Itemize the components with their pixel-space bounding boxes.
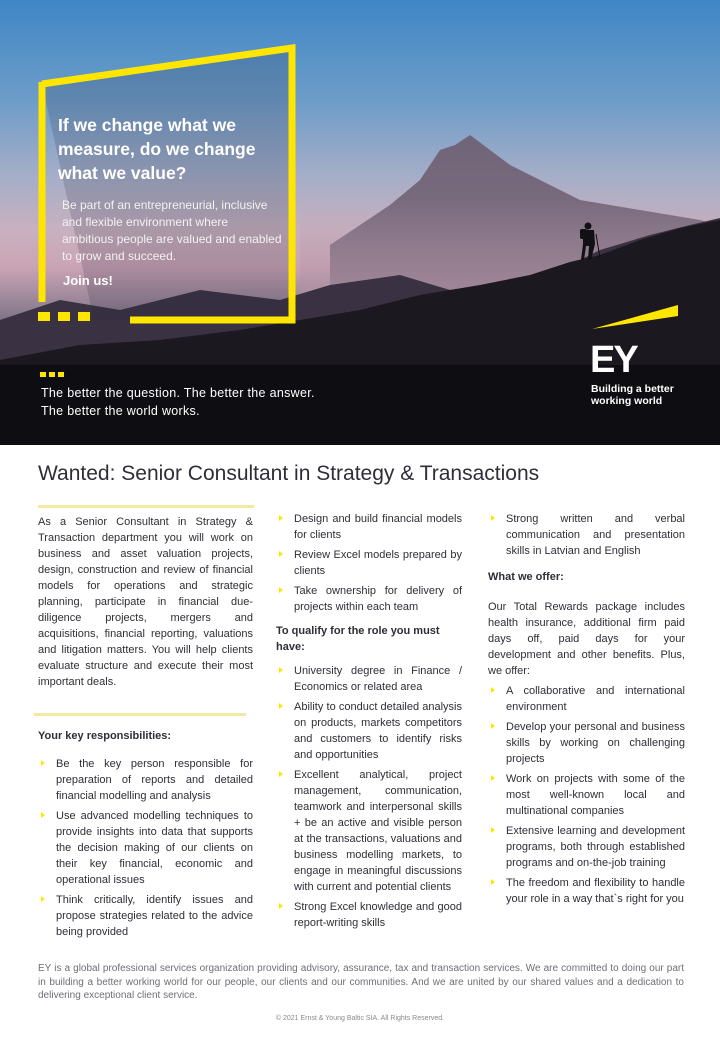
offer-heading: What we offer: bbox=[488, 571, 564, 583]
hero-banner bbox=[0, 0, 720, 445]
hero-intro: Be part of an entrepreneurial, inclusive and flexible environment where ambitious people are valued and enabled to grow and succeed. bbox=[62, 198, 282, 263]
list-item: Design and build financial models for clients bbox=[276, 511, 462, 543]
list-item: Be the key person responsible for preparation of reports and detailed financial modelling and analysis bbox=[38, 756, 253, 804]
logo-slogan-line-2: working world bbox=[591, 395, 663, 407]
hero-headline: If we change what we measure, do we change what we value? bbox=[58, 115, 256, 183]
list-item: University degree in Finance / Economics or related area bbox=[276, 663, 462, 695]
column-1-responsibilities bbox=[38, 728, 253, 944]
responsibilities-list-cont bbox=[276, 511, 462, 615]
responsibilities-list bbox=[38, 756, 253, 940]
column-2 bbox=[276, 511, 462, 935]
list-item: The freedom and flexibility to handle your role in a way that`s right for you bbox=[488, 875, 685, 907]
logo-beam-icon bbox=[592, 305, 678, 329]
responsibilities-heading: Your key responsibilities: bbox=[38, 730, 172, 742]
tagline-line-1: The better the question. The better the answer. bbox=[41, 386, 315, 400]
list-item: Excellent analytical, project management, communication, teamwork and interpersonal skills + be an active and visible person at the transactions, valuations and business modelling markets, to engage in meaningful discussions with current and potential clients bbox=[276, 767, 462, 895]
company-about: EY is a global professional services organization providing advisory, assurance, tax and transaction services. We are committed to doing our part in building a better working world for our people, our clients and our communities. And we are united by our shared values and a dedication to delivering exceptional client service. bbox=[38, 963, 684, 1001]
tagline bbox=[41, 384, 315, 420]
divider-top bbox=[38, 505, 254, 508]
logo-wordmark: EY bbox=[590, 339, 637, 381]
logo-slogan bbox=[591, 383, 701, 407]
list-item: Use advanced modelling techniques to provide insights into data that supports the decision making of our clients on their key financial, economic and operational issues bbox=[38, 808, 253, 888]
yellow-dots-icon bbox=[40, 372, 70, 378]
list-item: Work on projects with some of the most well-known local and multinational companies bbox=[488, 771, 685, 819]
tagline-line-2: The better the world works. bbox=[41, 404, 200, 418]
logo-slogan-line-1: Building a better bbox=[591, 383, 674, 395]
list-item: Take ownership for delivery of projects within each team bbox=[276, 583, 462, 615]
list-item: Strong written and verbal communication and presentation skills in Latvian and English bbox=[488, 511, 685, 559]
copyright: © 2021 Ernst & Young Baltic SIA. All Rights Reserved. bbox=[275, 1015, 445, 1022]
role-description: As a Senior Consultant in Strategy & Transaction department you will work on business and asset valuation projects, design, construction and review of financial models for operations and strategic planning, participate in financial due-diligence projects, mergers and acquisitions, financial reporting, valuations and litigation matters. You will help clients evaluate structure and execute their most important deals. bbox=[38, 516, 253, 688]
page-title: Wanted: Senior Consultant in Strategy & Transactions bbox=[38, 462, 540, 485]
divider-mid bbox=[34, 713, 246, 716]
offers-list bbox=[488, 683, 685, 907]
list-item: Think critically, identify issues and propose strategies related to the advice being provided bbox=[38, 892, 253, 940]
list-item: Review Excel models prepared by clients bbox=[276, 547, 462, 579]
list-item: Ability to conduct detailed analysis on products, markets competitors and customers to identify risks and opportunities bbox=[276, 699, 462, 763]
list-item: A collaborative and international environment bbox=[488, 683, 685, 715]
list-item: Extensive learning and development programs, both through established programs and on-the-job training bbox=[488, 823, 685, 871]
offer-intro: Our Total Rewards package includes health insurance, additional firm paid days off, paid days for your development and other benefits. Plus, we offer: bbox=[488, 601, 685, 677]
list-item: Strong Excel knowledge and good report-writing skills bbox=[276, 899, 462, 931]
column-1 bbox=[38, 514, 253, 690]
qualifications-list-cont bbox=[488, 511, 685, 559]
list-item: Develop your personal and business skills by working on challenging projects bbox=[488, 719, 685, 767]
column-3 bbox=[488, 511, 685, 911]
hero-message bbox=[46, 60, 282, 288]
qualifications-list bbox=[276, 663, 462, 931]
qualify-heading: To qualify for the role you must have: bbox=[276, 625, 440, 653]
join-us-cta[interactable]: Join us! bbox=[63, 273, 113, 288]
